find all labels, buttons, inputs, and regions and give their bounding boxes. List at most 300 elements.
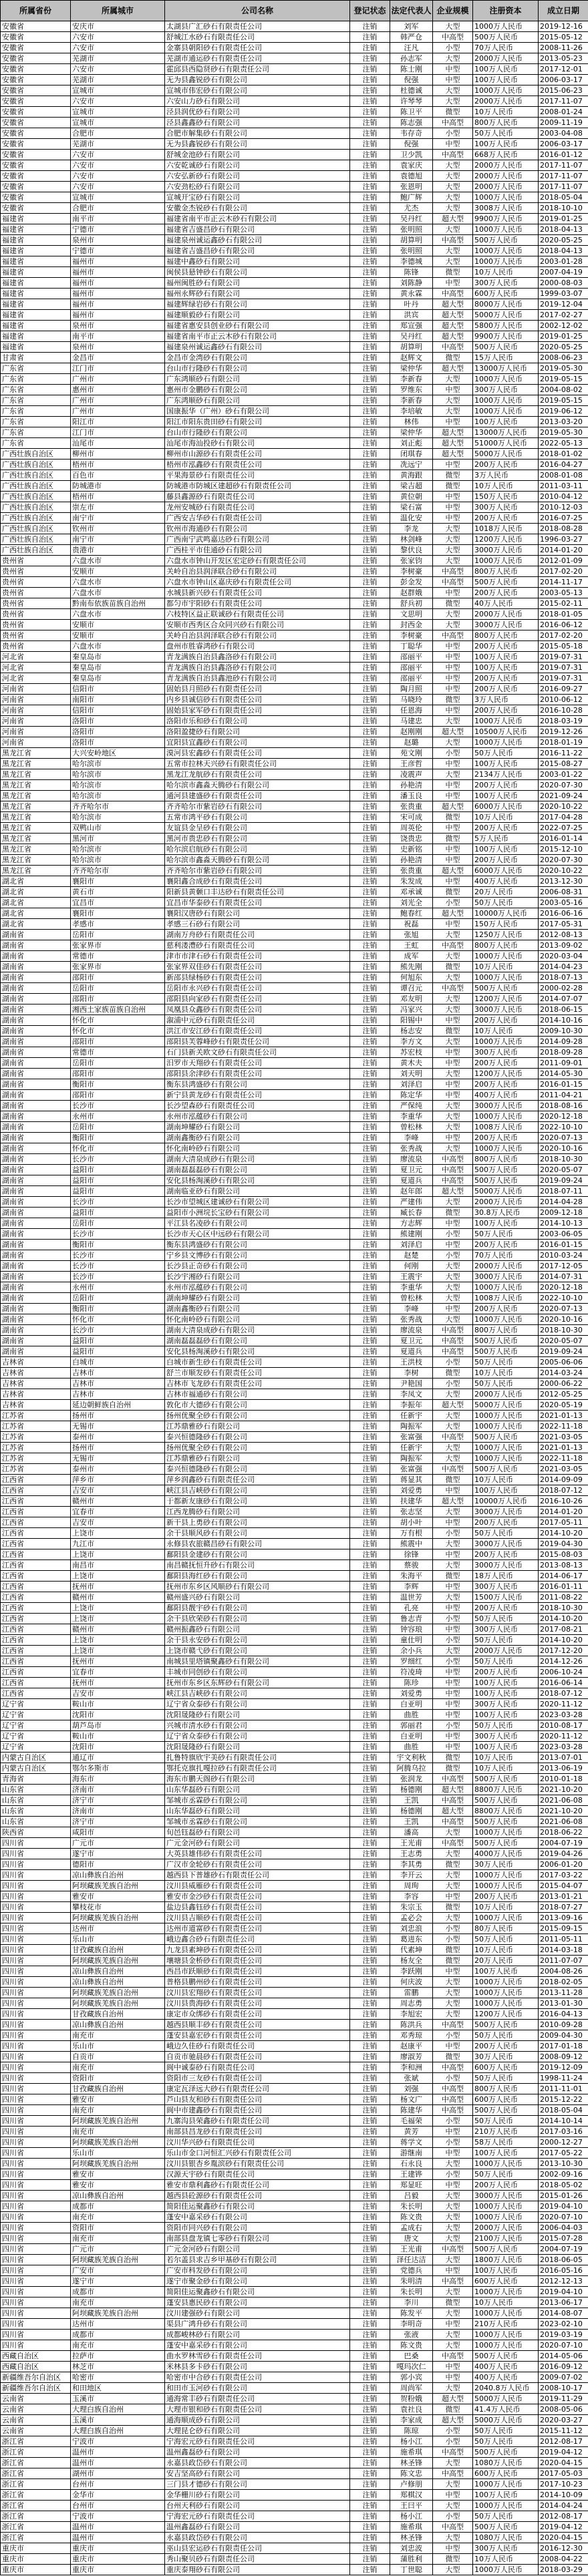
table-row (1, 75, 588, 85)
cell: 2020-05-25 (539, 235, 588, 246)
cell: 10万人民币 (473, 107, 539, 118)
cell: 湖南省 (1, 1325, 71, 1336)
cell: 2021-06-08 (539, 1817, 588, 1827)
cell: 2016-09-12 (539, 2362, 588, 2372)
cell: 越西县下普雄砂石有限责任公司 (165, 1870, 350, 1881)
cell: 小型 (433, 1923, 473, 1934)
cell: 衡阳市 (71, 1133, 165, 1143)
cell: 岳阳市永兴砂石有限责任公司 (165, 983, 350, 994)
cell: 新邵县绿杨砂石有限责任公司 (165, 972, 350, 983)
table-row (1, 1058, 588, 1069)
table-row (1, 1849, 588, 1859)
cell: 2021-01-13 (539, 1411, 588, 1421)
cell: 饶贵忠 (390, 834, 433, 844)
cell: 中高型 (433, 2084, 473, 2094)
cell: 上饶市 (71, 1571, 165, 1582)
cell: 2020-11-12 (539, 1699, 588, 1710)
table-row (1, 2276, 588, 2287)
cell: 中型 (433, 2372, 473, 2383)
cell: 孙艳清 (390, 855, 433, 866)
cell: 贵港市 (71, 545, 165, 556)
cell: 陈士刚 (390, 64, 433, 75)
cell: 江门市 (71, 427, 165, 438)
cell: 福建泉州诚运鑫砂石有限公司 (165, 235, 350, 246)
cell: 2008-09-12 (539, 2052, 588, 2062)
cell: 1000万人民币 (473, 395, 539, 406)
cell: 方志辉 (390, 1218, 433, 1229)
cell: 赣州市 (71, 1624, 165, 1635)
cell: 3000万人民币 (473, 1560, 539, 1571)
cell: 蓬安县嘉宏砂石有限责任公司 (165, 2030, 350, 2041)
cell: 大型 (433, 1282, 473, 1293)
table-row (1, 1464, 588, 1475)
cell: 峡江县吉峡砂石有限公司 (165, 1688, 350, 1699)
cell: 袁德旭 (390, 171, 433, 182)
cell: 湖南省 (1, 1272, 71, 1282)
cell: 100万人民币 (473, 1678, 539, 1688)
cell: 黑龙江省 (1, 748, 71, 759)
cell: 永修县农旅赣昌砂石有限公司 (165, 1539, 350, 1549)
cell: 中型 (433, 2543, 473, 2554)
cell: 3008万人民币 (473, 203, 539, 214)
cell: 1000万人民币 (473, 951, 539, 962)
cell: 大型 (433, 1411, 473, 1421)
table-row (1, 235, 588, 246)
cell: 50万人民币 (473, 1528, 539, 1539)
cell: 上饶市 (71, 1646, 165, 1656)
cell: 2017-03-16 (539, 2127, 588, 2137)
cell: 800万人民币 (473, 630, 539, 641)
cell: 杨志安 (390, 1026, 433, 1037)
cell: 1018万人民币 (473, 524, 539, 534)
cell: 注销 (350, 866, 390, 876)
cell: 2018-08-16 (539, 1101, 588, 1111)
cell: 注销 (350, 1753, 390, 1763)
cell: 2011-11-01 (539, 2084, 588, 2094)
cell: 大型 (433, 1988, 473, 1998)
cell: 阿坝藏族羌族自治州 (71, 2159, 165, 2169)
cell: 梁石富 (390, 502, 433, 513)
cell: 河北省 (1, 673, 71, 684)
table-row (1, 2415, 588, 2426)
cell: 注销 (350, 2404, 390, 2415)
cell: 13000万人民币 (473, 363, 539, 374)
cell: 大型 (433, 53, 473, 64)
cell: 中型 (433, 1582, 473, 1592)
cell: 凉山彝族自治州 (71, 1977, 165, 1988)
cell: 成都市 (71, 2287, 165, 2297)
cell: 郑宣强 (390, 321, 433, 331)
cell: 2004-07-19 (539, 2244, 588, 2255)
cell: 达州市 (71, 1923, 165, 1934)
cell: 2002-09-16 (539, 2169, 588, 2180)
cell: 注销 (350, 2062, 390, 2073)
cell: 冯家兴 (390, 1004, 433, 1015)
cell: 13000万人民币 (473, 427, 539, 438)
cell: 江西省 (1, 1614, 71, 1624)
cell: 袁家庆 (390, 160, 433, 171)
cell: 2009-10-30 (539, 1026, 588, 1037)
cell: 注销 (350, 2265, 390, 2276)
cell: 注销 (350, 1443, 390, 1453)
cell: 中高型 (433, 2244, 473, 2255)
cell: 洛阳市 (71, 737, 165, 748)
cell: 微型 (433, 962, 473, 972)
cell: 四川省 (1, 2169, 71, 2180)
cell: 哈尔滨市 (71, 769, 165, 780)
cell: 100万人民币 (473, 759, 539, 769)
cell: 山东华磊砂石有限公司 (165, 1785, 350, 1795)
cell: 中高型 (433, 2062, 473, 2073)
cell: 中型 (433, 1079, 473, 1090)
cell: 黑龙江省 (1, 844, 71, 855)
cell: 2000万人民币 (473, 1197, 539, 1208)
cell: 668万人民币 (473, 150, 539, 160)
cell: 河南省 (1, 684, 71, 695)
cell: 中高型 (433, 1432, 473, 1443)
cell: 四川省 (1, 2297, 71, 2308)
cell: 注销 (350, 353, 390, 363)
cell: 500万人民币 (473, 1346, 539, 1357)
cell: 安庆市 (71, 21, 165, 32)
table-row (1, 492, 588, 502)
cell: 2011-05-11 (539, 1934, 588, 1945)
cell: 湖南省 (1, 1037, 71, 1047)
cell: 50万人民币 (473, 1229, 539, 1240)
cell: 夏卫元 (390, 1165, 433, 1175)
cell: 2016-11-22 (539, 748, 588, 759)
cell: 潘高 (390, 1827, 433, 1838)
cell: 李开云 (390, 1870, 433, 1881)
cell: 漠河县宏鑫砂石有限责任公司 (165, 748, 350, 759)
cell: 四川省 (1, 1859, 71, 1870)
cell: 崇左市 (71, 502, 165, 513)
cell: 福建省吉盛昌砂石有限公司 (165, 246, 350, 256)
cell: 湖南磊磊磊砂石有限公司 (165, 1165, 350, 1175)
cell: 津市市津石砂石有限责任公司 (165, 951, 350, 962)
table-row (1, 652, 588, 663)
table-row (1, 2319, 588, 2330)
cell: 2006-03-17 (539, 139, 588, 150)
cell: 广东省 (1, 406, 71, 417)
cell: 微型 (433, 470, 473, 481)
cell: 注销 (350, 630, 390, 641)
cell: 重庆市 (1, 2565, 71, 2575)
cell: 大型 (433, 1004, 473, 1015)
table-row (1, 2458, 588, 2468)
cell: 大兴安岭地区 (71, 748, 165, 759)
cell: 倪强 (390, 139, 433, 150)
cell: 辽宁省众泰砂石有限公司 (165, 1731, 350, 1742)
cell: 齐齐哈尔市紫岩砂石有限公司 (165, 866, 350, 876)
cell: 六盘水市 (71, 556, 165, 566)
cell: 抚州市东乡区风顺砂石有限公司 (165, 1582, 350, 1592)
cell: 注销 (350, 2030, 390, 2041)
table-row (1, 1432, 588, 1443)
cell: 湖南省 (1, 1047, 71, 1058)
cell: 注销 (350, 1795, 390, 1806)
cell: 2003-06-05 (539, 1229, 588, 1240)
cell: 福州市 (71, 278, 165, 289)
cell: 中型 (433, 844, 473, 855)
cell: 鄂尔多斯市 (71, 1763, 165, 1774)
cell: 固始县家军砂石有限责任公司 (165, 705, 350, 716)
cell: 江西省 (1, 1517, 71, 1528)
table-row (1, 1539, 588, 1549)
cell: 中型 (433, 855, 473, 866)
cell: 10万人民币 (473, 2297, 539, 2308)
cell: 注销 (350, 1517, 390, 1528)
table-row (1, 2543, 588, 2554)
cell: 夏道兵 (390, 1175, 433, 1186)
cell: 2019-04-10 (539, 2201, 588, 2212)
cell: 2014-03-18 (539, 1945, 588, 1956)
table-row (1, 502, 588, 513)
cell: 黄芳 (390, 2127, 433, 2137)
cell: 严建伟 (390, 1197, 433, 1208)
cell: 广东省 (1, 427, 71, 438)
cell: 周珣 (390, 1881, 433, 1891)
table-row (1, 663, 588, 673)
cell: 注销 (350, 1325, 390, 1336)
cell: 六盘水市 (71, 588, 165, 598)
cell: 康定市众绑砂石有限责任公司 (165, 2009, 350, 2020)
cell: 徐锋 (390, 1549, 433, 1560)
cell: 邓承诚 (390, 887, 433, 898)
cell: 注销 (350, 2127, 390, 2137)
cell: 大型 (433, 2159, 473, 2169)
cell: 2019-09-24 (539, 1346, 588, 1357)
cell: 大型 (433, 1646, 473, 1656)
table-row (1, 2372, 588, 2383)
table-row (1, 630, 588, 641)
cell: 中型 (433, 1603, 473, 1614)
cell: 超大型 (433, 1496, 473, 1507)
cell: 辽宁省 (1, 1720, 71, 1731)
cell: 泉州市 (71, 321, 165, 331)
cell: 阿坝藏族羌族自治州 (71, 1956, 165, 1966)
cell: 微型 (433, 598, 473, 609)
cell: 注销 (350, 1923, 390, 1934)
cell: 注销 (350, 417, 390, 427)
cell: 李重华 (390, 1282, 433, 1293)
cell: 中高型 (433, 2468, 473, 2479)
cell: 上饶市 (71, 1603, 165, 1614)
cell: 中型 (433, 2319, 473, 2330)
cell: 张家钧 (390, 556, 433, 566)
cell: 500万人民币 (473, 342, 539, 353)
cell: 2018-04-13 (539, 246, 588, 256)
cell: 50万人民币 (473, 748, 539, 759)
cell: 大型 (433, 1977, 473, 1988)
table-row (1, 2308, 588, 2319)
cell: 注销 (350, 1432, 390, 1443)
cell: 上饶市 (71, 1528, 165, 1539)
table-row (1, 96, 588, 107)
cell: 六安市 (71, 64, 165, 75)
cell: 江西省 (1, 1475, 71, 1485)
cell: 李跃刚 (390, 1966, 433, 1977)
cell: 福建泉州诚运鑫砂石有限公司 (165, 342, 350, 353)
cell: 1500万人民币 (473, 1592, 539, 1603)
cell: 5000万人民币 (473, 2394, 539, 2404)
cell: 注销 (350, 812, 390, 823)
cell: 微型 (433, 812, 473, 823)
cell: 中型 (433, 1517, 473, 1528)
cell: 3000万人民币 (473, 2191, 539, 2201)
cell: 湖南省 (1, 1122, 71, 1133)
cell: 注销 (350, 1934, 390, 1945)
cell: 2021-03-05 (539, 1432, 588, 1443)
cell: 2004-08-26 (539, 1966, 588, 1977)
cell: 刘忠波 (390, 2543, 433, 2554)
cell: 汕尾市 (71, 438, 165, 449)
cell: 18万人民币 (473, 1571, 539, 1582)
cell: 福建顺毅砂石有限公司 (165, 310, 350, 321)
cell: 微型 (433, 2554, 473, 2565)
cell: 长沙市 (71, 1229, 165, 1240)
cell: 广西壮族自治区 (1, 492, 71, 502)
table-row (1, 289, 588, 299)
cell: 山东省 (1, 1817, 71, 1827)
table-row (1, 1101, 588, 1111)
cell: 微型 (433, 481, 473, 492)
cell: 熊建刚 (390, 1229, 433, 1240)
cell: 2020-05-25 (539, 342, 588, 353)
cell: 九江市 (71, 1539, 165, 1549)
cell: 中型 (433, 417, 473, 427)
cell: 5000万人民币 (473, 2415, 539, 2426)
cell: 2009-12-18 (539, 1208, 588, 1218)
cell: 辽宁省 (1, 1699, 71, 1710)
cell: 2019-04-12 (539, 2447, 588, 2458)
cell: 2000万人民币 (473, 96, 539, 107)
cell: 2016-12-30 (539, 2543, 588, 2554)
table-row (1, 609, 588, 620)
cell: 沈阳晟隆砂石有限公司 (165, 1710, 350, 1720)
cell: 福建省 (1, 278, 71, 289)
cell: 2014-11-17 (539, 577, 588, 588)
cell: 2023-02-10 (539, 2319, 588, 2330)
cell: 3000万人民币 (473, 1004, 539, 1015)
cell: 中高型 (433, 2276, 473, 2287)
cell: 西藏自治区 (1, 2351, 71, 2362)
cell: 张家界市 (71, 940, 165, 951)
cell: 三门县才德砂石有限公司 (165, 2479, 350, 2490)
cell: 大型 (433, 2201, 473, 2212)
cell: 王震宇 (390, 1272, 433, 1282)
cell: 2017-11-07 (539, 171, 588, 182)
cell: 宜春市 (71, 1667, 165, 1678)
cell: 10万人民币 (473, 2554, 539, 2565)
cell: 小型 (433, 2426, 473, 2436)
cell: 孝感三石砂石有限公司 (165, 919, 350, 930)
cell: 重庆市 (1, 2543, 71, 2554)
cell: 湖南省 (1, 1218, 71, 1229)
cell: 2020-12-18 (539, 1111, 588, 1122)
cell: 济南市 (71, 1785, 165, 1795)
cell: 刘陈静 (390, 278, 433, 289)
cell: 注销 (350, 2319, 390, 2330)
cell: 注销 (350, 53, 390, 64)
cell: 微型 (433, 2052, 473, 2062)
cell: 安徽省 (1, 171, 71, 182)
cell: 大型 (433, 737, 473, 748)
cell: 钟容琅 (390, 1624, 433, 1635)
cell: 2013-12-30 (539, 876, 588, 887)
cell: 哈尔滨市 (71, 759, 165, 769)
cell: 四川省 (1, 1934, 71, 1945)
table-row (1, 214, 588, 224)
cell: 2000万人民币 (473, 160, 539, 171)
cell: 注销 (350, 1272, 390, 1282)
cell: 注销 (350, 908, 390, 919)
cell: 大型 (433, 160, 473, 171)
table-row (1, 748, 588, 759)
cell: 李川 (390, 2297, 433, 2308)
cell: 浙江省 (1, 2436, 71, 2447)
cell: 六安市 (71, 182, 165, 192)
cell: 四川省 (1, 1838, 71, 1849)
cell: 洛阳市乐和砂石有限公司 (165, 716, 350, 727)
cell: 益阳市 (71, 1186, 165, 1197)
cell: 青龙满族自治县鑫池砂石有限公司 (165, 673, 350, 684)
cell: 萍乡市 (71, 1475, 165, 1485)
cell: 中型 (433, 1133, 473, 1143)
cell: 秦皇岛市 (71, 652, 165, 663)
cell: 哈密市中合砂石有限责任公司 (165, 2372, 350, 2383)
cell: 大型 (433, 1037, 473, 1047)
cell: 湖南省 (1, 1004, 71, 1015)
cell: 金昌市 (71, 353, 165, 363)
cell: 150万人民币 (473, 919, 539, 930)
table-row (1, 2511, 588, 2522)
cell: 湘西土家族苗族自治州 (71, 1004, 165, 1015)
cell: 湖南省 (1, 1240, 71, 1250)
cell: 400万人民币 (473, 876, 539, 887)
cell: 50万人民币 (473, 2169, 539, 2180)
cell: 注销 (350, 1368, 390, 1378)
cell: 峨边久佳砂石有限责任公司 (165, 2041, 350, 2052)
table-row (1, 2255, 588, 2265)
cell: 注销 (350, 1624, 390, 1635)
cell: 2012-01-09 (539, 556, 588, 566)
cell: 广西壮族自治区 (1, 470, 71, 481)
cell: 2016-06-14 (539, 1678, 588, 1688)
cell: 芜湖市通运砂石有限责任公司 (165, 53, 350, 64)
cell: 林剑峰 (390, 534, 433, 545)
cell: 2014-10-20 (539, 1614, 588, 1624)
cell: 陈洪兵 (390, 2020, 433, 2030)
cell: 2017-02-20 (539, 630, 588, 641)
cell: 贵州省 (1, 577, 71, 588)
cell: 四川省 (1, 1849, 71, 1859)
cell: 朱长明 (390, 2201, 433, 2212)
cell: 邵阳市 (71, 1069, 165, 1079)
cell: 注销 (350, 64, 390, 75)
cell: 慈利溇澧砂石有限责任公司 (165, 940, 350, 951)
cell: 注销 (350, 641, 390, 652)
cell: 邵阳市 (71, 1037, 165, 1047)
cell: 湖南坤耀砂石有限公司 (165, 1293, 350, 1304)
cell: 泽任达洁 (390, 2255, 433, 2265)
cell: 注销 (350, 2383, 390, 2394)
cell: 扎鲁特旗欣宇美砂石有限责任公司 (165, 1753, 350, 1763)
table-row (1, 331, 588, 342)
cell: 2012-05-25 (539, 1389, 588, 1400)
cell: 中型 (433, 2127, 473, 2137)
cell: 福建省惠安县创业砂石有限公司 (165, 321, 350, 331)
